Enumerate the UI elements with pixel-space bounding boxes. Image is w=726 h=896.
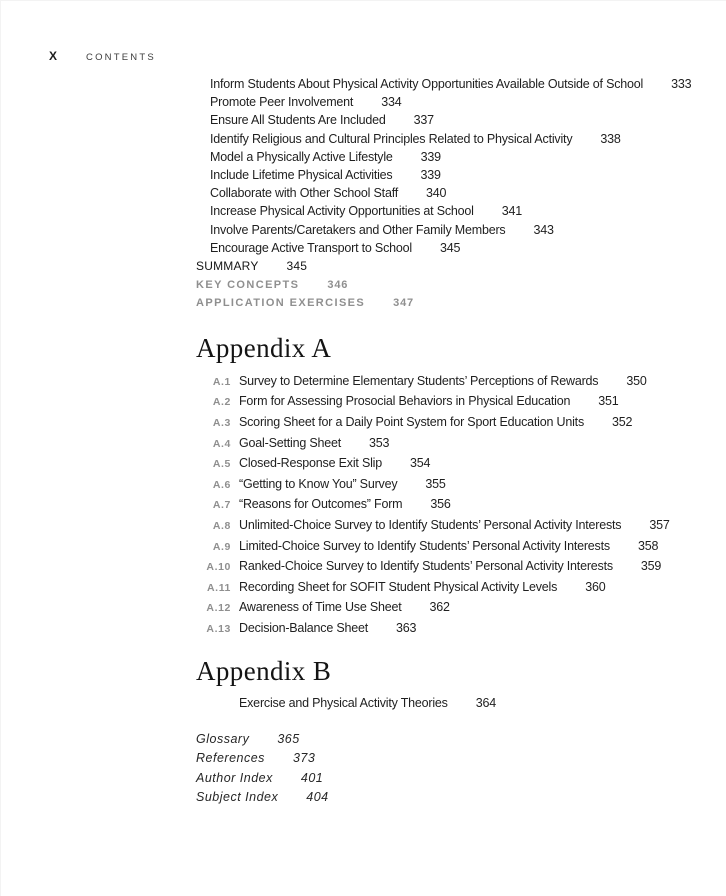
- appendix-entry: [196, 413, 696, 434]
- appendix-entry-page: 352: [612, 415, 633, 429]
- appendix-entry: [196, 578, 696, 599]
- appendix-entry-page: 360: [585, 579, 606, 594]
- appendix-entry-number: A.5: [212, 458, 231, 471]
- appendix-entry-page: 350: [626, 373, 647, 388]
- appendix-a-heading: Appendix A: [196, 332, 332, 363]
- toc-entry: [196, 130, 696, 148]
- toc-entry-page: 343: [533, 222, 554, 237]
- key-concepts-entry: [196, 276, 696, 295]
- appendix-entry: [196, 434, 696, 455]
- toc-entry-title: Identify Religious and Cultural Principles Related to Physical Activity: [210, 131, 573, 146]
- toc-entry-title: Encourage Active Transport to School: [210, 240, 412, 255]
- toc-entry-title: Model a Physically Active Lifestyle: [210, 149, 393, 164]
- appendix-entry-title: Unlimited-Choice Survey to Identify Students’ Personal Activity Interests: [239, 517, 622, 532]
- toc-entry: [196, 239, 696, 257]
- toc-entry-title: Include Lifetime Physical Activities: [210, 168, 393, 183]
- appendix-entry-number: A.6: [212, 478, 231, 491]
- appendix-entry-number: A.9: [212, 540, 231, 553]
- appendix-b-entry-page: 364: [475, 695, 496, 710]
- toc-entry-page: 333: [671, 77, 692, 91]
- toc-entry-title: Ensure All Students Are Included: [210, 113, 386, 128]
- back-matter-entry: [196, 749, 696, 768]
- toc-entry-title: Increase Physical Activity Opportunities at School: [210, 204, 474, 219]
- application-exercises-entry: [196, 294, 696, 313]
- back-matter-title: References: [196, 751, 265, 766]
- toc-entry-page: 334: [381, 95, 402, 110]
- summary-label: SUMMARY: [196, 259, 259, 274]
- appendix-entry-title: Scoring Sheet for a Daily Point System for Sport Education Units: [239, 415, 585, 429]
- running-head-title: CONTENTS: [86, 52, 156, 63]
- appendix-entry-title: Ranked-Choice Survey to Identify Students’ Personal Activity Interests: [239, 559, 613, 574]
- appendix-entry-number: A.11: [207, 581, 231, 594]
- appendix-entry-page: 354: [410, 456, 431, 471]
- appendix-b-entry-title: Exercise and Physical Activity Theories: [239, 695, 448, 710]
- appendix-entry: [196, 537, 696, 558]
- table-of-contents: [196, 75, 696, 807]
- back-matter-title: Glossary: [196, 732, 250, 747]
- toc-entry: [196, 221, 696, 239]
- appendix-entry-number: A.7: [212, 499, 231, 512]
- toc-entry-page: 340: [426, 186, 447, 201]
- appendix-b-entry: [196, 694, 696, 714]
- appendix-entry-number: A.4: [212, 437, 231, 450]
- appendix-entry: [196, 495, 696, 516]
- appendix-entry-page: 359: [640, 559, 662, 574]
- toc-entry-title: Promote Peer Involvement: [210, 95, 354, 110]
- toc-entry: [196, 75, 696, 93]
- appendix-entry-page: 351: [598, 394, 619, 409]
- back-matter-entry: [196, 730, 696, 749]
- toc-entry: [196, 166, 696, 184]
- toc-entry-page: 339: [420, 168, 441, 183]
- appendix-entry: [196, 516, 696, 537]
- appendix-a-list: [196, 372, 696, 640]
- appendix-entry-page: 356: [430, 497, 451, 512]
- appendix-entry: [196, 619, 696, 640]
- page-number: X: [49, 49, 58, 63]
- appendix-entry-title: Decision-Balance Sheet: [239, 620, 369, 635]
- key-concepts-label: KEY CONCEPTS: [196, 278, 300, 291]
- appendix-entry: [196, 598, 696, 619]
- chapter-sub-item-list: [196, 75, 696, 257]
- appendix-entry-number: A.13: [206, 622, 231, 635]
- summary-entry: [196, 257, 696, 276]
- appendix-entry: [196, 475, 696, 496]
- appendix-entry-page: 363: [396, 620, 417, 635]
- toc-entry: [196, 202, 696, 220]
- toc-entry-page: 345: [439, 240, 461, 255]
- back-matter-page: 365: [277, 732, 300, 747]
- toc-entry-page: 338: [600, 131, 621, 146]
- appendix-entry-title: Limited-Choice Survey to Identify Students’ Personal Activity Interests: [239, 538, 610, 553]
- toc-entry-title: Inform Students About Physical Activity Opportunities Available Outside of School: [210, 77, 644, 91]
- application-exercises-page: 347: [393, 297, 414, 310]
- toc-entry-page: 337: [413, 113, 434, 128]
- appendix-entry: [196, 557, 696, 578]
- appendix-entry-number: A.12: [206, 602, 231, 615]
- appendix-entry-number: A.8: [212, 519, 231, 532]
- appendix-entry-page: 362: [429, 600, 450, 615]
- appendix-entry-title: Recording Sheet for SOFIT Student Physical Activity Levels: [239, 579, 558, 594]
- appendix-entry-page: 357: [649, 517, 670, 532]
- appendix-entry: [196, 372, 696, 393]
- running-head: [49, 49, 156, 63]
- toc-entry-title: Collaborate with Other School Staff: [210, 186, 399, 201]
- back-matter-title: Subject Index: [196, 789, 279, 804]
- application-exercises-label: APPLICATION EXERCISES: [196, 297, 366, 310]
- appendix-entry-number: A.1: [212, 375, 231, 388]
- toc-entry-page: 339: [420, 149, 441, 164]
- back-matter-list: [196, 730, 696, 807]
- toc-entry-title: Involve Parents/Caretakers and Other Family Members: [210, 222, 506, 237]
- appendix-entry-number: A.10: [206, 561, 231, 574]
- appendix-entry-page: 358: [637, 538, 659, 553]
- back-matter-page: 373: [292, 751, 316, 766]
- appendix-entry-title: Form for Assessing Prosocial Behaviors in Physical Education: [239, 394, 571, 409]
- appendix-entry-title: Survey to Determine Elementary Students’ Perceptions of Rewards: [239, 373, 599, 388]
- appendix-entry-title: “Getting to Know You” Survey: [239, 476, 398, 491]
- toc-entry: [196, 111, 696, 129]
- appendix-entry-number: A.3: [212, 417, 231, 429]
- appendix-entry: [196, 392, 696, 413]
- back-matter-page: 404: [306, 789, 329, 804]
- appendix-entry-number: A.2: [212, 396, 231, 409]
- appendix-entry-title: Closed-Response Exit Slip: [239, 456, 382, 471]
- toc-entry: [196, 184, 696, 202]
- summary-page: 345: [286, 259, 308, 274]
- back-matter-title: Author Index: [196, 770, 273, 785]
- appendix-entry-title: “Reasons for Outcomes” Form: [239, 497, 403, 512]
- appendix-entry-title: Awareness of Time Use Sheet: [239, 600, 402, 615]
- back-matter-entry: [196, 788, 696, 807]
- appendix-entry-page: 355: [425, 476, 446, 491]
- back-matter-entry: [196, 769, 696, 788]
- appendix-b-heading: Appendix B: [196, 655, 332, 686]
- back-matter-page: 401: [300, 770, 324, 785]
- appendix-entry: [196, 454, 696, 475]
- toc-entry-page: 341: [501, 204, 523, 219]
- key-concepts-page: 346: [327, 278, 349, 291]
- appendix-entry-page: 353: [369, 435, 390, 450]
- appendix-entry-title: Goal-Setting Sheet: [239, 435, 342, 450]
- toc-entry: [196, 93, 696, 111]
- toc-entry: [196, 148, 696, 166]
